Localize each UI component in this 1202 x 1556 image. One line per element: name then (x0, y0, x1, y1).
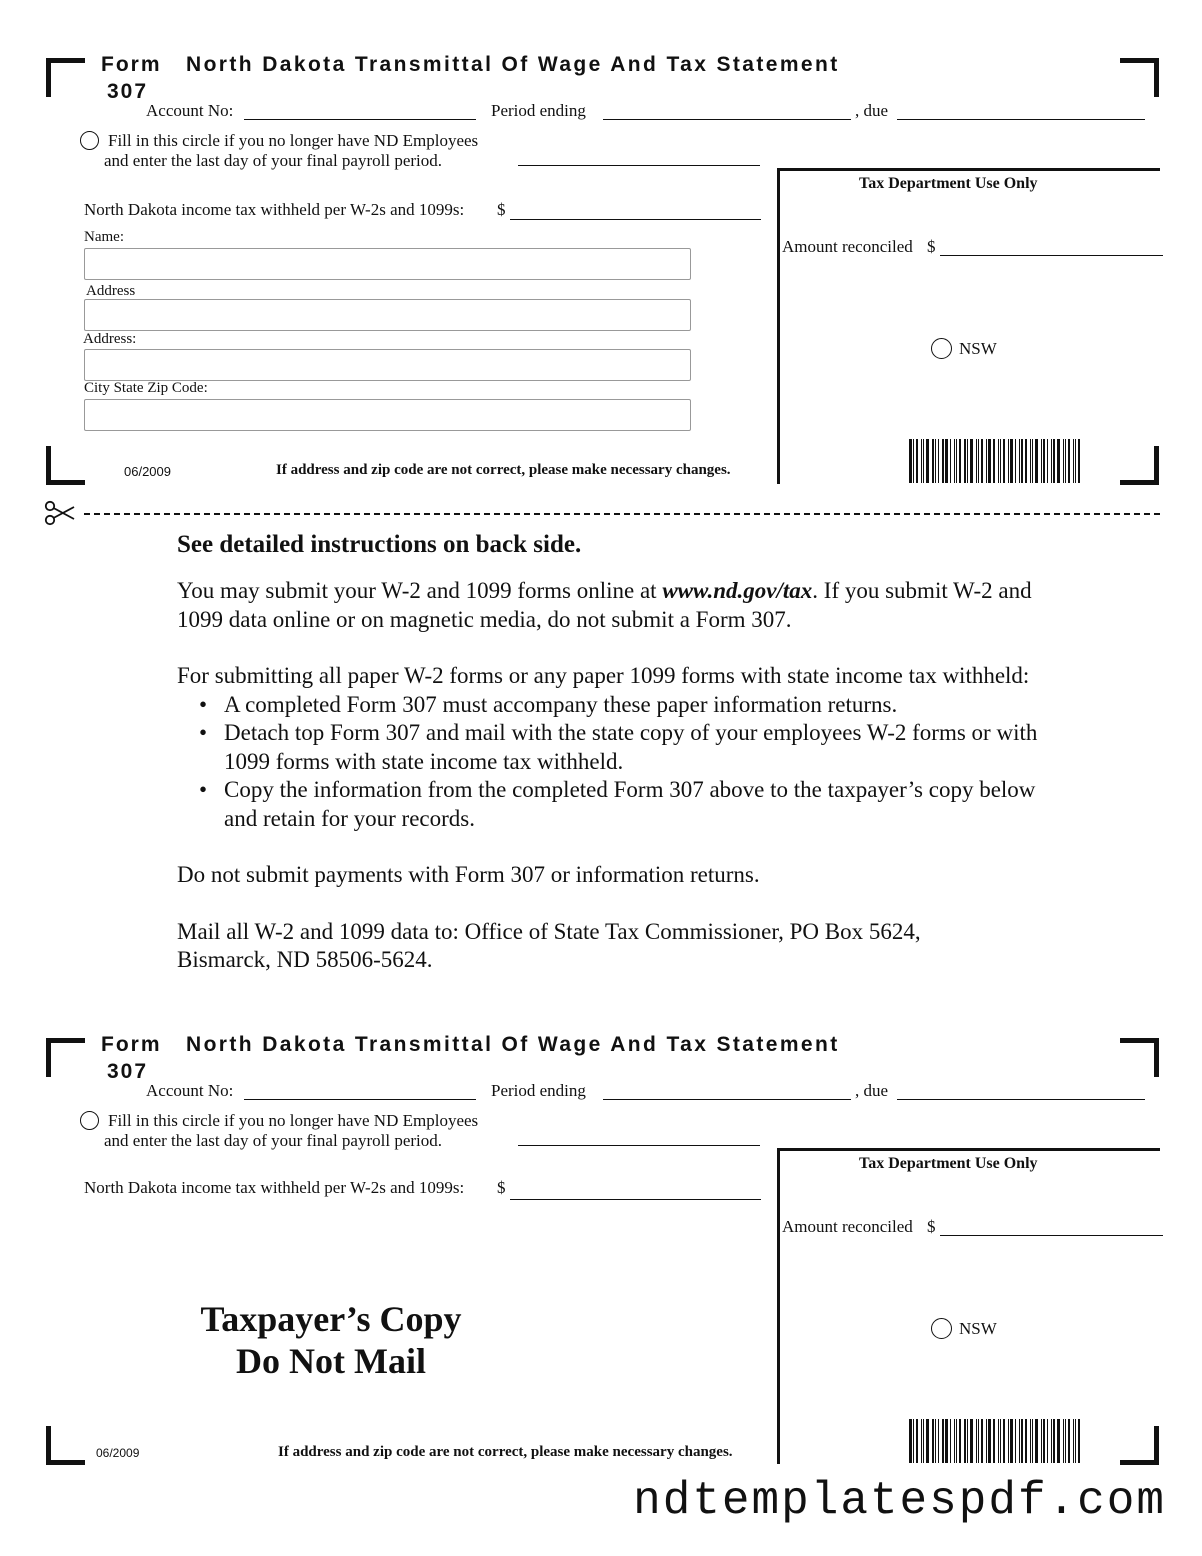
form-title: North Dakota Transmittal Of Wage And Tax Statement (186, 1033, 840, 1056)
city-state-zip-input[interactable] (84, 399, 691, 431)
instructions-mail-paragraph: Mail all W-2 and 1099 data to: Office of State Tax Commissioner, PO Box 5624, Bismarck, ND 58506-5624. (177, 918, 921, 972)
form-number: 307 (107, 80, 149, 103)
due-label: , due (855, 101, 889, 120)
cut-line (84, 513, 1160, 515)
amount-reconciled-label: Amount reconciled (782, 1217, 913, 1236)
amount-reconciled-dollar: $ (927, 237, 936, 256)
crop-mark-top-left (46, 58, 85, 97)
nsw-checkbox[interactable] (931, 1318, 952, 1339)
list-item: • Copy the information from the completed Form 307 above to the taxpayer’s copy below and retain for your records. (177, 776, 1057, 833)
instructions-paper-paragraph: For submitting all paper W-2 forms or any paper 1099 forms with state income tax withheld: (177, 663, 1030, 688)
nsw-checkbox[interactable] (931, 338, 952, 359)
no-employees-checkbox[interactable] (80, 131, 99, 150)
withheld-dollar-sign: $ (497, 1178, 506, 1197)
nsw-label: NSW (959, 1319, 997, 1338)
final-payroll-date-field[interactable] (518, 1145, 760, 1146)
account-no-label: Account No: (146, 1081, 234, 1100)
address-input-2[interactable] (84, 349, 691, 381)
instructions-body (177, 577, 1057, 975)
list-item: • A completed Form 307 must accompany these paper information returns. (177, 691, 1057, 720)
name-label: Name: (84, 229, 124, 245)
due-date-field[interactable] (897, 1099, 1145, 1100)
form-307-top (0, 0, 1202, 479)
no-employees-text-2: and enter the last day of your final payroll period. (104, 1131, 442, 1150)
no-employees-text-1: Fill in this circle if you no longer have ND Employees (108, 131, 479, 150)
period-ending-label: Period ending (491, 101, 586, 120)
account-no-label: Account No: (146, 101, 234, 120)
final-payroll-date-field[interactable] (518, 165, 760, 166)
barcode (909, 439, 1083, 483)
online-text-pre: You may submit your W-2 and 1099 forms online at (177, 578, 663, 603)
crop-mark-bottom-left (46, 446, 85, 485)
amount-reconciled-dollar: $ (927, 1217, 936, 1236)
name-input[interactable] (84, 248, 691, 280)
revision-date: 06/2009 (124, 464, 171, 479)
form-label: Form (101, 53, 162, 76)
withheld-label: North Dakota income tax withheld per W-2s and 1099s: (84, 200, 465, 219)
no-employees-checkbox[interactable] (80, 1111, 99, 1130)
tax-website-link[interactable]: www.nd.gov/tax (662, 578, 813, 603)
form-title: North Dakota Transmittal Of Wage And Tax Statement (186, 53, 840, 76)
amount-reconciled-field[interactable] (940, 255, 1163, 256)
no-employees-text-2: and enter the last day of your final payroll period. (104, 151, 442, 170)
due-label: , due (855, 1081, 889, 1100)
tax-department-title: Tax Department Use Only (859, 1155, 1038, 1172)
withheld-label: North Dakota income tax withheld per W-2s and 1099s: (84, 1178, 465, 1197)
crop-mark-top-right (1120, 1038, 1159, 1077)
address-correction-note: If address and zip code are not correct, please make necessary changes. (278, 1444, 733, 1460)
address-correction-note: If address and zip code are not correct, please make necessary changes. (276, 462, 731, 478)
amount-reconciled-label: Amount reconciled (782, 237, 913, 256)
online-text-post: . If you submit W-2 and 1099 data online or on magnetic media, do not submit a Form 307. (177, 578, 1032, 632)
instructions-bullet-list (177, 691, 1057, 834)
tax-department-title: Tax Department Use Only (859, 175, 1038, 192)
amount-reconciled-field[interactable] (940, 1235, 1163, 1236)
tax-department-box (777, 1148, 1160, 1464)
taxpayer-copy-line-2: Do Not Mail (236, 1341, 426, 1381)
form-number: 307 (107, 1060, 149, 1083)
list-item: • Detach top Form 307 and mail with the state copy of your employees W-2 forms or with 1099 forms with state income tax withheld. (177, 719, 1057, 776)
scissors-icon (44, 499, 76, 527)
account-no-field[interactable] (244, 119, 476, 120)
address-input-1[interactable] (84, 299, 691, 331)
nsw-label: NSW (959, 339, 997, 358)
city-state-zip-label: City State Zip Code: (84, 380, 208, 396)
withheld-amount-field[interactable] (510, 1199, 761, 1200)
crop-mark-top-left (46, 1038, 85, 1077)
taxpayer-copy-line-1: Taxpayer’s Copy (200, 1299, 462, 1339)
period-ending-field[interactable] (603, 119, 851, 120)
account-no-field[interactable] (244, 1099, 476, 1100)
due-date-field[interactable] (897, 119, 1145, 120)
address-label-1: Address (86, 283, 136, 299)
withheld-dollar-sign: $ (497, 200, 506, 219)
crop-mark-bottom-left (46, 1426, 85, 1465)
taxpayer-copy-title (160, 1298, 502, 1382)
withheld-amount-field[interactable] (510, 219, 761, 220)
revision-date: 06/2009 (96, 1446, 140, 1460)
form-307-taxpayer-copy (0, 980, 1202, 1460)
instructions-heading: See detailed instructions on back side. (177, 531, 582, 558)
period-ending-field[interactable] (603, 1099, 851, 1100)
address-label-2: Address: (83, 331, 137, 347)
instructions-payment-paragraph: Do not submit payments with Form 307 or information returns. (177, 862, 760, 887)
form-label: Form (101, 1033, 162, 1056)
no-employees-text-1: Fill in this circle if you no longer have ND Employees (108, 1111, 479, 1130)
barcode (909, 1419, 1083, 1463)
site-watermark: ndtemplatespdf.com (633, 1475, 1166, 1527)
tax-department-box (777, 168, 1160, 484)
period-ending-label: Period ending (491, 1081, 586, 1100)
instructions-online-paragraph (177, 577, 1057, 634)
crop-mark-top-right (1120, 58, 1159, 97)
